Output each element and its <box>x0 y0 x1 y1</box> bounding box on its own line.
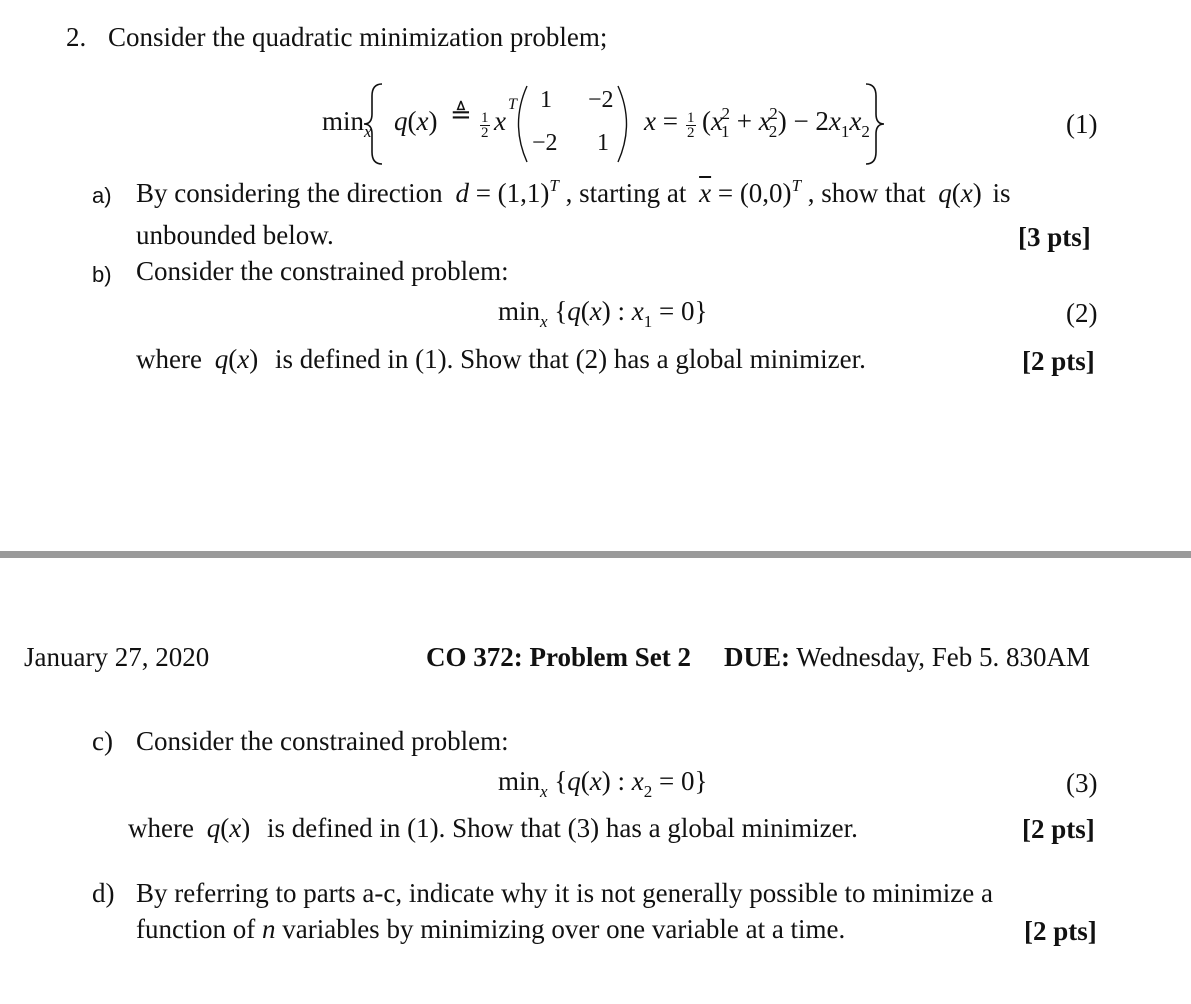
part-b-text: Consider the constrained problem: <box>136 256 509 286</box>
header-date: January 27, 2020 <box>24 642 210 672</box>
header-course: CO 372: Problem Set 2 <box>426 642 691 672</box>
part-b-where-pre: where <box>136 344 202 374</box>
variable-n: n <box>261 914 276 944</box>
part-b-where-post: is defined in (1). Show that (2) has a global minimizer. <box>274 344 866 374</box>
part-c-where <box>128 813 858 844</box>
question-intro: Consider the quadratic minimization problem; <box>108 22 608 52</box>
part-a-label: a) <box>92 183 112 208</box>
part-a-line2: unbounded below. <box>136 220 334 250</box>
part-c-where-pre: where <box>128 813 194 843</box>
part-a-text-end: is <box>992 178 1011 208</box>
part-c-where-post: is defined in (1). Show that (3) has a global minimizer. <box>266 813 858 843</box>
q-of-x-math: q(x) <box>214 344 259 374</box>
part-d-label: d) <box>92 878 115 908</box>
part-d-line2-post: variables by minimizing over one variable at a time. <box>282 914 846 944</box>
part-d-points: [2 pts] <box>1024 916 1097 946</box>
equation-2-label: (2) <box>1066 298 1098 328</box>
header-due-value: Wednesday, Feb 5. 830AM <box>796 642 1091 672</box>
part-d-line2 <box>136 914 845 945</box>
q-of-x-math: q(x) <box>938 178 982 208</box>
part-b-where <box>136 344 866 375</box>
part-a-text-post: , show that <box>807 178 926 208</box>
start-point-math: $\overline{x} = (0,0)^T$ <box>699 176 802 208</box>
part-b-label: b) <box>92 262 112 287</box>
part-c-text: Consider the constrained problem: <box>136 726 509 756</box>
part-c-points: [2 pts] <box>1022 814 1095 844</box>
equation-1: $\min_x$ q(x) ≜ $\frac{1}{2}$ x T 1 −2 −2 1 x = $\frac{1}{2}$ $(x_1^2 + x_2^2) - 2x_1x_2$ <box>322 78 892 170</box>
part-b-points: [2 pts] <box>1022 346 1095 376</box>
header-due <box>724 642 1090 673</box>
page-divider <box>0 551 1191 558</box>
equation-2: $\min_x \{q(x)$ : $x_1 = 0$} <box>498 296 708 331</box>
part-d-line2-pre: function of <box>136 914 256 944</box>
equation-3-label: (3) <box>1066 768 1098 798</box>
equation-1-label: (1) <box>1066 109 1098 139</box>
part-a-text-mid: , starting at <box>565 178 687 208</box>
part-a-text-pre: By considering the direction <box>136 178 443 208</box>
equation-3: $\min_x \{q(x)$ : $x_2 = 0$} <box>498 766 708 801</box>
part-a-points: [3 pts] <box>1018 222 1091 252</box>
q-of-x-math: q(x) <box>206 813 251 843</box>
direction-d-math: $d = (1,1)^T$ <box>455 176 559 208</box>
question-number: 2. <box>66 22 87 52</box>
part-c-label: c) <box>92 726 113 756</box>
header-due-label: DUE: <box>724 642 790 672</box>
part-d-line1: By referring to parts a-c, indicate why it is not generally possible to minimize a <box>136 878 994 908</box>
part-a-line1 <box>136 178 1011 209</box>
